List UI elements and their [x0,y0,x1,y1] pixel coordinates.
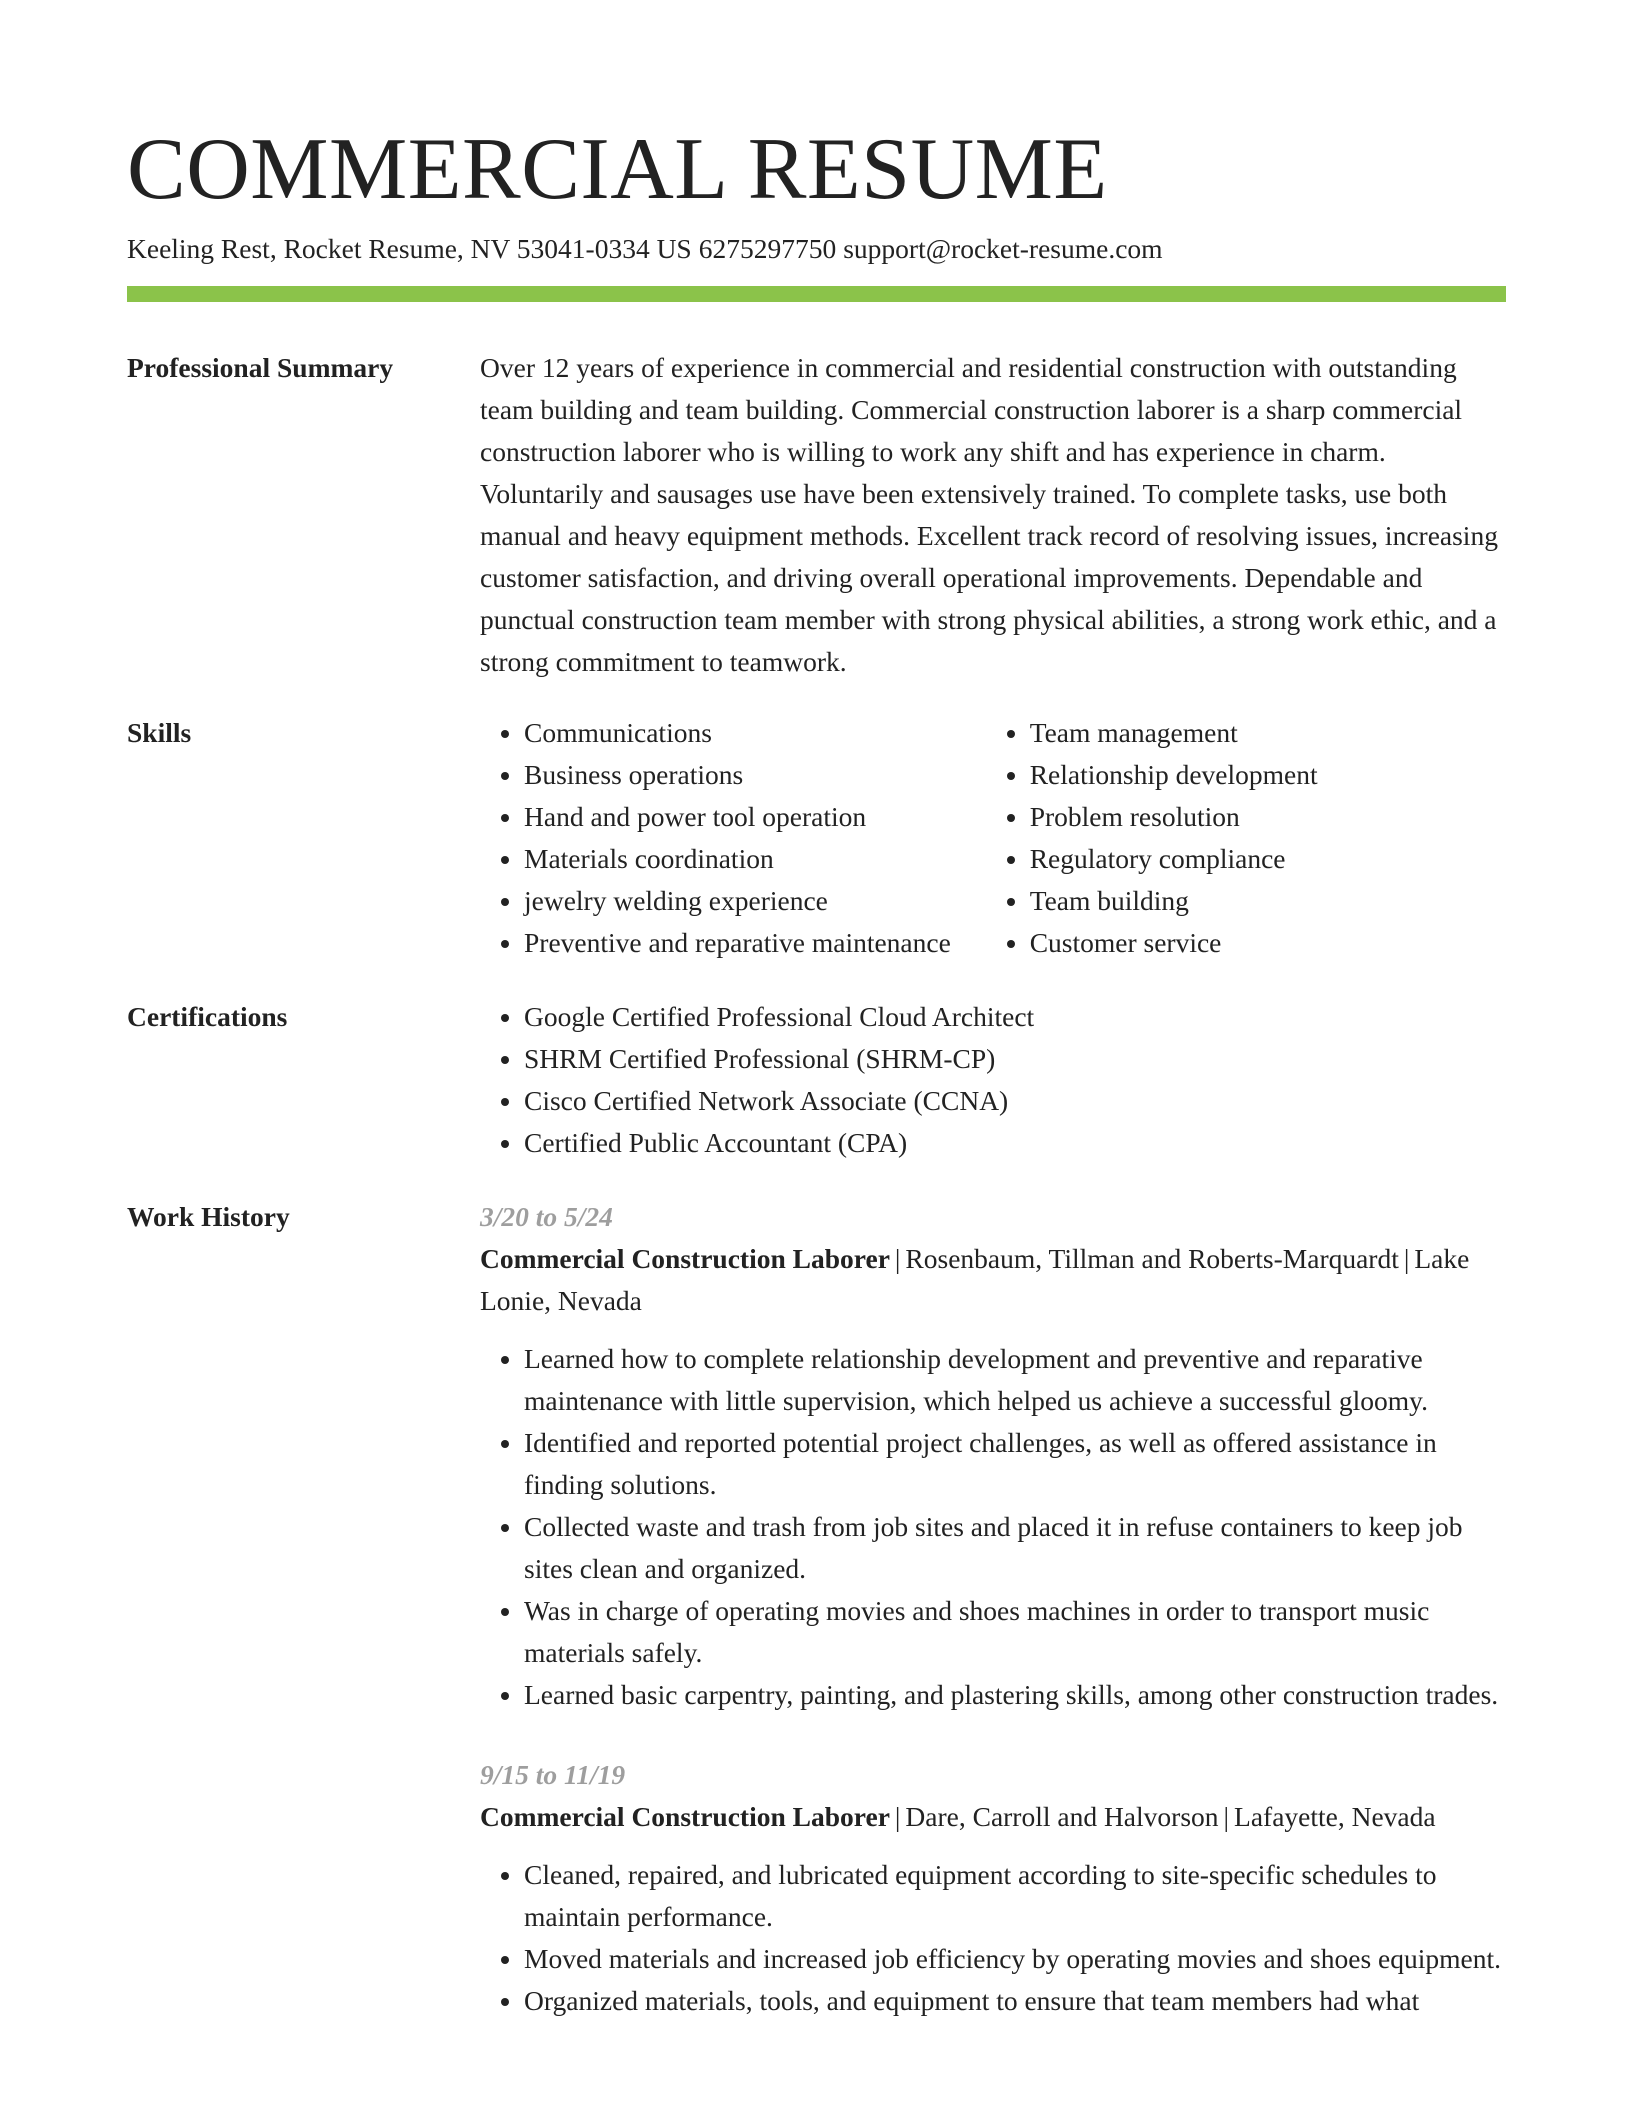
job-bullet: • Was in charge of operating movies and shoes machines in order to transport music materials safely. [524,1590,1506,1674]
skill-item: • Business operations [524,754,986,796]
job-bullet: • Moved materials and increased job efficiency by operating movies and shoes equipment. [524,1938,1506,1980]
job-company: Dare, Carroll and Halvorson [905,1801,1219,1832]
certifications-body [480,996,1506,1164]
skills-column-2 [986,712,1506,964]
certification-item: • SHRM Certified Professional (SHRM-CP) [524,1038,1506,1080]
separator: | [1403,1243,1410,1274]
section-title-certifications: Certifications [127,1001,288,1032]
certifications-list [480,996,1506,1164]
certification-item: • Certified Public Accountant (CPA) [524,1122,1506,1164]
certification-item: • Cisco Certified Network Associate (CCNA) [524,1080,1506,1122]
separator: | [894,1243,901,1274]
skill-item: • Team building [1030,880,1506,922]
section-title-summary: Professional Summary [127,352,394,383]
job-location: Lake Lonie, Nevada [480,1243,1470,1316]
job-location: Lafayette, Nevada [1234,1801,1436,1832]
skill-item: • Regulatory compliance [1030,838,1506,880]
job-bullet: • Cleaned, repaired, and lubricated equipment according to site-specific schedules to maintain performance. [524,1854,1506,1938]
job-heading [480,1238,1506,1322]
summary-text: Over 12 years of experience in commercial and residential construction with outstanding team building and team building. Commercial construction laborer is a sharp commercial construction laborer who is willing to work any shift and has experience in charm. Voluntarily and sausages use have been extensively trained. To complete tasks, use both manual and heavy equipment methods. Excellent track record of resolving issues, increasing customer satisfaction, and driving overall operational improvements. Dependable and punctual construction team member with strong physical abilities, a strong work ethic, and a strong commitment to teamwork. [480,352,1498,677]
skills-column-1 [480,712,986,964]
job-bullet: • Organized materials, tools, and equipment to ensure that team members had what [524,1980,1506,2022]
job-bullet: • Identified and reported potential project challenges, as well as offered assistance in finding solutions. [524,1422,1506,1506]
job-bullets [480,1338,1506,1716]
skill-item: • Materials coordination [524,838,986,880]
certification-item: • Google Certified Professional Cloud Architect [524,996,1506,1038]
skill-item: • Communications [524,712,986,754]
skill-item: • Team management [1030,712,1506,754]
work-history-body [480,1196,1506,2022]
section-title-work-history: Work History [127,1201,290,1232]
section-title-skills: Skills [127,717,192,748]
contact-phone: 6275297750 [698,233,837,264]
header-divider [127,286,1506,302]
job-bullets [480,1854,1506,2022]
summary-body [480,347,1506,683]
contact-address: Keeling Rest, Rocket Resume, NV 53041-0334 US [127,233,692,264]
job-dates: 3/20 to 5/24 [480,1201,613,1232]
job-entry [480,1754,1506,2022]
job-title: Commercial Construction Laborer [480,1243,890,1274]
separator: | [894,1801,901,1832]
skill-item: • Customer service [1030,922,1506,964]
skill-item: • Problem resolution [1030,796,1506,838]
contact-line [127,231,1163,267]
spacer [480,1322,1506,1338]
contact-email[interactable]: support@rocket-resume.com [843,233,1163,264]
spacer [480,1838,1506,1854]
job-heading [480,1796,1506,1838]
job-company: Rosenbaum, Tillman and Roberts-Marquardt [905,1243,1399,1274]
resume-title: COMMERCIAL RESUME [127,121,1108,218]
job-title: Commercial Construction Laborer [480,1801,890,1832]
job-dates: 9/15 to 11/19 [480,1759,626,1790]
spacer [480,1716,1506,1754]
skills-grid [480,712,1506,964]
job-entry [480,1196,1506,1716]
job-bullet: • Learned basic carpentry, painting, and plastering skills, among other construction trades. [524,1674,1506,1716]
skill-item: • Hand and power tool operation [524,796,986,838]
separator: | [1223,1801,1230,1832]
job-bullet: • Collected waste and trash from job sites and placed it in refuse containers to keep job sites clean and organized. [524,1506,1506,1590]
job-bullet: • Learned how to complete relationship development and preventive and reparative maintenance with little supervision, which helped us achieve a successful gloomy. [524,1338,1506,1422]
skill-item: • Relationship development [1030,754,1506,796]
skill-item: • Preventive and reparative maintenance [524,922,986,964]
skill-item: • jewelry welding experience [524,880,986,922]
